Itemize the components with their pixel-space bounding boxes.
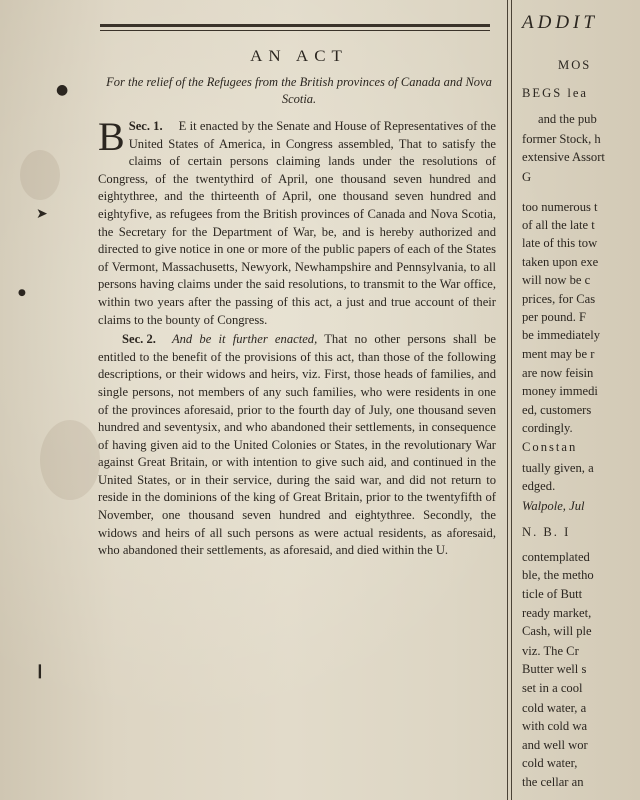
ink-mark-icon: ➤ — [36, 206, 48, 222]
right-column-line: too numerous t — [522, 200, 598, 214]
right-column-line: Butter well s — [522, 662, 587, 676]
right-column-line: viz. The Cr — [522, 644, 579, 658]
right-column-line: set in a cool — [522, 681, 583, 695]
section-1-label: Sec. 1. — [128, 119, 163, 133]
section-1-text: E it enacted by the Senate and House of Representatives of the United States of America, in Congress assembled, That to satisfy the claims of certain persons claiming lands under the resolutions of Congress, of the twentythird of April, one thousand seven hundred and eightythree, and the thirteenth of April, one thousand seven hundred and eightyfive, as refugees from the British provinces of Canada and Nova Scotia, the Secretary for the Department of War, be, and is hereby authorized and directed to give notice in one or more of the public papers of each of the States of Vermont, Massachusetts, Newyork, Newhampshire and Pennsylvania, to all persons having claims under the said resolutions, to transmit to the War office, within two years after the passing of this act, a just and true account of their claims to the bounty of Congress. — [98, 119, 496, 327]
section-2-lead: And be it further enacted, — [171, 332, 318, 347]
right-column-line: Constan — [522, 440, 578, 454]
right-column-line: edged. — [522, 479, 556, 493]
top-rule — [100, 24, 490, 27]
right-column-line: ready market, — [522, 606, 592, 620]
ink-dot-icon: ● — [18, 288, 26, 298]
right-column-line: ed, customers — [522, 403, 592, 417]
drop-cap: B — [98, 114, 125, 159]
paper-stain — [20, 150, 60, 200]
right-column-heading: ADDIT — [522, 12, 598, 33]
right-column-line: contemplated — [522, 550, 590, 564]
right-column-line: per pound. F — [522, 310, 587, 324]
right-column-line: of all the late t — [522, 218, 595, 232]
right-column-line: ticle of Butt — [522, 587, 583, 601]
column-rule — [507, 0, 508, 800]
right-column-line: be immediately — [522, 328, 600, 342]
right-column-line: are now feisin — [522, 366, 594, 380]
right-column-line: cold water, a — [522, 701, 587, 715]
right-column-line: Cash, will ple — [522, 624, 592, 638]
top-rule-thin — [100, 30, 490, 31]
right-column-line: BEGS lea — [522, 86, 589, 100]
right-column-line: ble, the metho — [522, 568, 594, 582]
right-column-line: former Stock, h — [522, 132, 601, 146]
right-column-line: G — [522, 170, 532, 184]
right-column-line: the cellar an — [522, 775, 584, 789]
right-column-line: will now be c — [522, 273, 591, 287]
section-1 — [98, 114, 500, 329]
right-column-line: extensive Assort — [522, 150, 605, 164]
right-column-line: cold water, — [522, 756, 578, 770]
section-2 — [98, 331, 500, 560]
act-heading: AN ACT — [250, 46, 348, 65]
section-2-text: That no other persons shall be entitled to the benefit of the provisions of this act, than those of the following descriptions, or their widows and heirs, viz. First, those heads of families, and single persons, not members of any such families, who were residents in one of the provinces aforesaid, prior to the fourth day of July, one thousand seven hundred and seventysix, and who abandoned their settlements, in consequence of having given aid to the United Colonies or States, in the revolutionary War against Great Britain, or with intention to give such aid, and continued in the United States, or in their service, during the said war, and did not return to reside in the dominions of the king of Great Britain, prior to the twentyfifth of November, one thousand seven hundred and eightythree. Secondly, the widows and heirs of all such persons as were actual residents, as aforesaid, who abandoned their settlements, as aforesaid, and died within the U. — [98, 332, 496, 558]
right-column-line: ment may be r — [522, 347, 595, 361]
ink-dot-icon: ● — [56, 82, 69, 98]
section-2-label: Sec. 2. — [122, 332, 156, 347]
right-column-line: N. B. I — [522, 525, 571, 539]
right-column-line: taken upon exe — [522, 255, 599, 269]
act-subtitle: For the relief of the Refugees from the British provinces of Canada and Nova Scotia. — [106, 75, 492, 106]
act-column — [98, 46, 500, 560]
right-column-line: Walpole, Jul — [522, 499, 585, 513]
right-column-line: tually given, a — [522, 461, 594, 475]
ink-mark-icon: ❙ — [34, 663, 46, 679]
right-column-line: money immedi — [522, 384, 598, 398]
right-column-line: and the pub — [538, 112, 597, 126]
right-column-line: cordingly. — [522, 421, 573, 435]
right-column-line: with cold wa — [522, 719, 588, 733]
column-rule — [511, 0, 512, 800]
paper-stain — [40, 420, 100, 500]
right-column-line: and well wor — [522, 738, 588, 752]
right-column-line: late of this tow — [522, 236, 598, 250]
right-column-line: MOS — [558, 58, 592, 72]
right-column-line: prices, for Cas — [522, 292, 596, 306]
